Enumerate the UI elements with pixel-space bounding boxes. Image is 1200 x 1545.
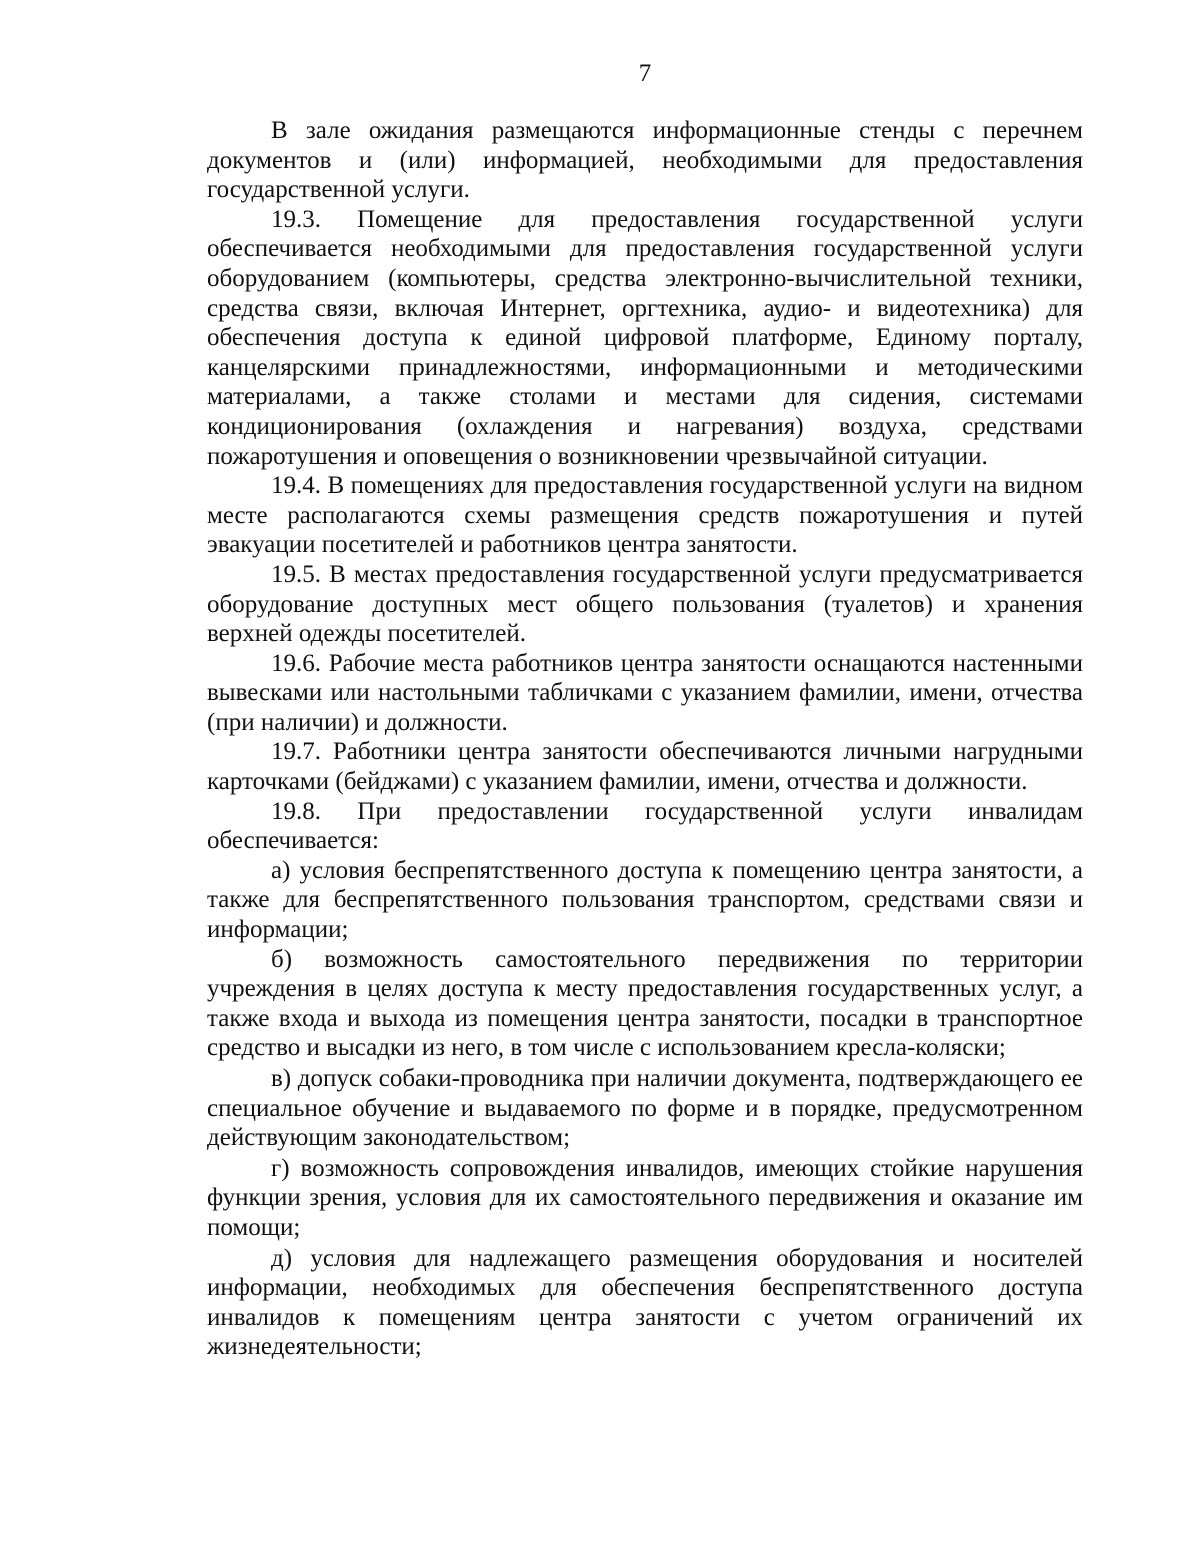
paragraph-19-8-d: д) условия для надлежащего размещения оборудования и носителей информации, необходимых для обеспечения беспрепятственного доступа инвалидов к помещениям центра занятости с учетом ограничений их жизнедеятельности;: [207, 1244, 1083, 1361]
paragraph-19-5: 19.5. В местах предоставления государственной услуги предусматривается оборудование доступных мест общего пользования (туалетов) и хранения верхней одежды посетителей.: [207, 560, 1083, 648]
paragraph-19-4: 19.4. В помещениях для предоставления государственной услуги на видном месте располагаются схемы размещения средств пожаротушения и путей эвакуации посетителей и работников центра занятости.: [207, 472, 1083, 559]
paragraph-19-8-b: б) возможность самостоятельного передвижения по территории учреждения в целях доступа к месту предоставления государственных услуг, а также входа и выхода из помещения центра занятости, посадки в транспортное средство и высадки из него, в том числе с использованием кресла-коляски;: [207, 945, 1083, 1062]
paragraph-19-8-v: в) допуск собаки-проводника при наличии документа, подтверждающего ее специальное обучение и выдаваемого по форме и в порядке, предусмотренном действующим законодательством;: [207, 1065, 1083, 1152]
paragraph-19-8-g: г) возможность сопровождения инвалидов, имеющих стойкие нарушения функции зрения, условия для их самостоятельного передвижения и оказание им помощи;: [207, 1154, 1083, 1241]
paragraph-19-8: 19.8. При предоставлении государственной услуги инвалидам обеспечивается:: [207, 797, 1083, 855]
page-number: 7: [638, 60, 652, 87]
paragraph-waiting-room: В зале ожидания размещаются информационные стенды с перечнем документов и (или) информацией, необходимыми для предоставления государственной услуги.: [207, 117, 1083, 204]
paragraph-19-7: 19.7. Работники центра занятости обеспечиваются личными нагрудными карточками (бейджами) с указанием фамилии, имени, отчества и должности.: [207, 738, 1083, 796]
paragraph-19-8-a: а) условия беспрепятственного доступа к помещению центра занятости, а также для беспрепятственного пользования транспортом, средствами связи и информации;: [207, 856, 1083, 944]
document-body: [207, 116, 1083, 1362]
paragraph-19-3: 19.3. Помещение для предоставления государственной услуги обеспечивается необходимыми для предоставления государственной услуги оборудованием (компьютеры, средства электронно-вычислительной техники, средства связи, включая Интернет, оргтехника, аудио- и видеотехника) для обеспечения доступа к единой цифровой платформе, Единому порталу, канцелярскими принадлежностями, информационными и методическими материалами, а также столами и местами для сидения, системами кондиционирования (охлаждения и нагревания) воздуха, средствами пожаротушения и оповещения о возникновении чрезвычайной ситуации.: [207, 205, 1083, 470]
paragraph-19-6: 19.6. Рабочие места работников центра занятости оснащаются настенными вывесками или настольными табличками с указанием фамилии, имени, отчества (при наличии) и должности.: [207, 649, 1083, 736]
